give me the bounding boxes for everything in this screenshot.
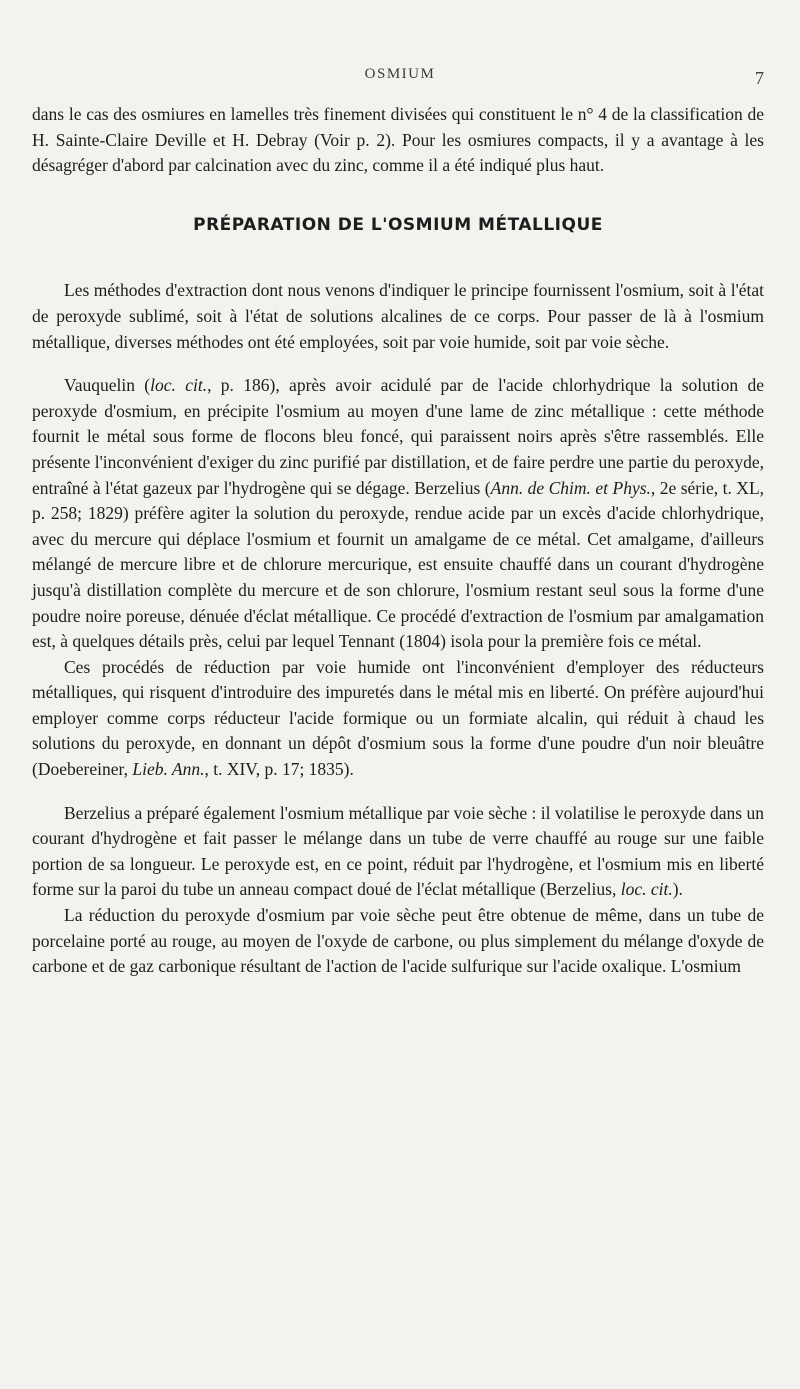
paragraph-vauquelin [32, 373, 764, 655]
text-segment: Ces procédés de réduction par voie humide ont l'inconvénient d'employer des réducteurs métalliques, qui risquent d'introduire des impuretés dans le métal mis en liberté. On préfère aujourd'hui employer comme corps réducteur l'acide formique ou un formiate alcalin, qui réduit à chaud les solutions du peroxyde, en donnant un dépôt d'osmium sous la forme d'une poudre d'un noir bleuâtre (Doebereiner, [32, 656, 764, 780]
text-segment: , p. 186), après avoir acidulé par de l'acide chlorhydrique la solution de peroxyde d'osmium, en précipite l'osmium au moyen d'une lame de zinc métallique : cette méthode fournit le métal sous forme de flocons bleu foncé, qui paraissent noirs après s'être rassemblés. Elle présente l'inconvénient d'exiger du zinc purifié par distillation, et de faire perdre une partie du peroxyde, entraîné à l'état gazeux par l'hydrogène qui se dégage. Berzelius ( [32, 375, 764, 498]
paragraph-reduction-humide [32, 655, 764, 783]
page-body [32, 102, 764, 980]
running-title: OSMIUM [364, 66, 436, 82]
page-number: 7 [755, 68, 764, 88]
text-segment: , 2e série, t. XL, p. 258; 1829) préfère agiter la solution du peroxyde, rendue acide par un excès d'acide chlorhydrique, avec du mercure qui déplace l'osmium et fournit un amalgame de ce métal. Cet amalgame, d'ailleurs mélangé de mercure libre et de chlorure mercurique, est ensuite chauffé dans un courant d'hydrogène jusqu'à distillation complète du mercure et de son chlorure, l'osmium restant seul sous la forme d'une poudre noire poreuse, dénuée d'éclat métallique. Ce procédé d'extraction de l'osmium par amalgamation est, à quelques détails près, celui par lequel Tennant (1804) isola pour la première fois ce métal. [32, 477, 765, 652]
citation: loc. cit. [620, 879, 673, 900]
paragraph-methods: Les méthodes d'extraction dont nous venons d'indiquer le principe fournissent l'osmium, soit à l'état de peroxyde sublimé, soit à l'état de solutions alcalines de ce corps. Pour passer de là à l'osmium métallique, diverses méthodes ont été employées, soit par voie humide, soit par voie sèche. [32, 280, 764, 352]
citation: Ann. de Chim. et Phys. [490, 477, 651, 498]
paragraph-voie-seche [32, 801, 764, 903]
section-heading: PRÉPARATION DE L'OSMIUM MÉTALLIQUE [193, 214, 603, 235]
citation: loc. cit. [150, 375, 208, 396]
text-segment: , t. XIV, p. 17; 1835). [204, 759, 354, 780]
text-segment: Vauquelin ( [64, 375, 151, 396]
text-segment: ). [672, 879, 683, 900]
citation: Lieb. Ann. [132, 759, 205, 780]
intro-paragraph: dans le cas des osmiures en lamelles très finement divisées qui constituent le n° 4 de la classification de H. Sainte-Claire Deville et H. Debray (Voir p. 2). Pour les osmiures compacts, il y a avantage à les désagréger d'abord par calcination avec du zinc, comme il a été indiqué plus haut. [32, 104, 764, 176]
text-segment: Berzelius a préparé également l'osmium métallique par voie sèche : il volatilise le peroxyde dans un courant d'hydrogène et fait passer le mélange dans un tube de verre chauffé au rouge sur une faible portion de sa longueur. Le peroxyde est, en ce point, réduit par l'hydrogène, et l'osmium mis en liberté forme sur la paroi du tube un anneau compact doué de l'éclat métallique (Berzelius, [32, 802, 764, 900]
paragraph-porcelaine: La réduction du peroxyde d'osmium par voie sèche peut être obtenue de même, dans un tube de porcelaine porté au rouge, au moyen de l'oxyde de carbone, ou plus simplement du mélange d'oxyde de carbone et de gaz carbonique résultant de l'action de l'acide sulfurique sur l'acide oxalique. L'osmium [32, 905, 764, 977]
